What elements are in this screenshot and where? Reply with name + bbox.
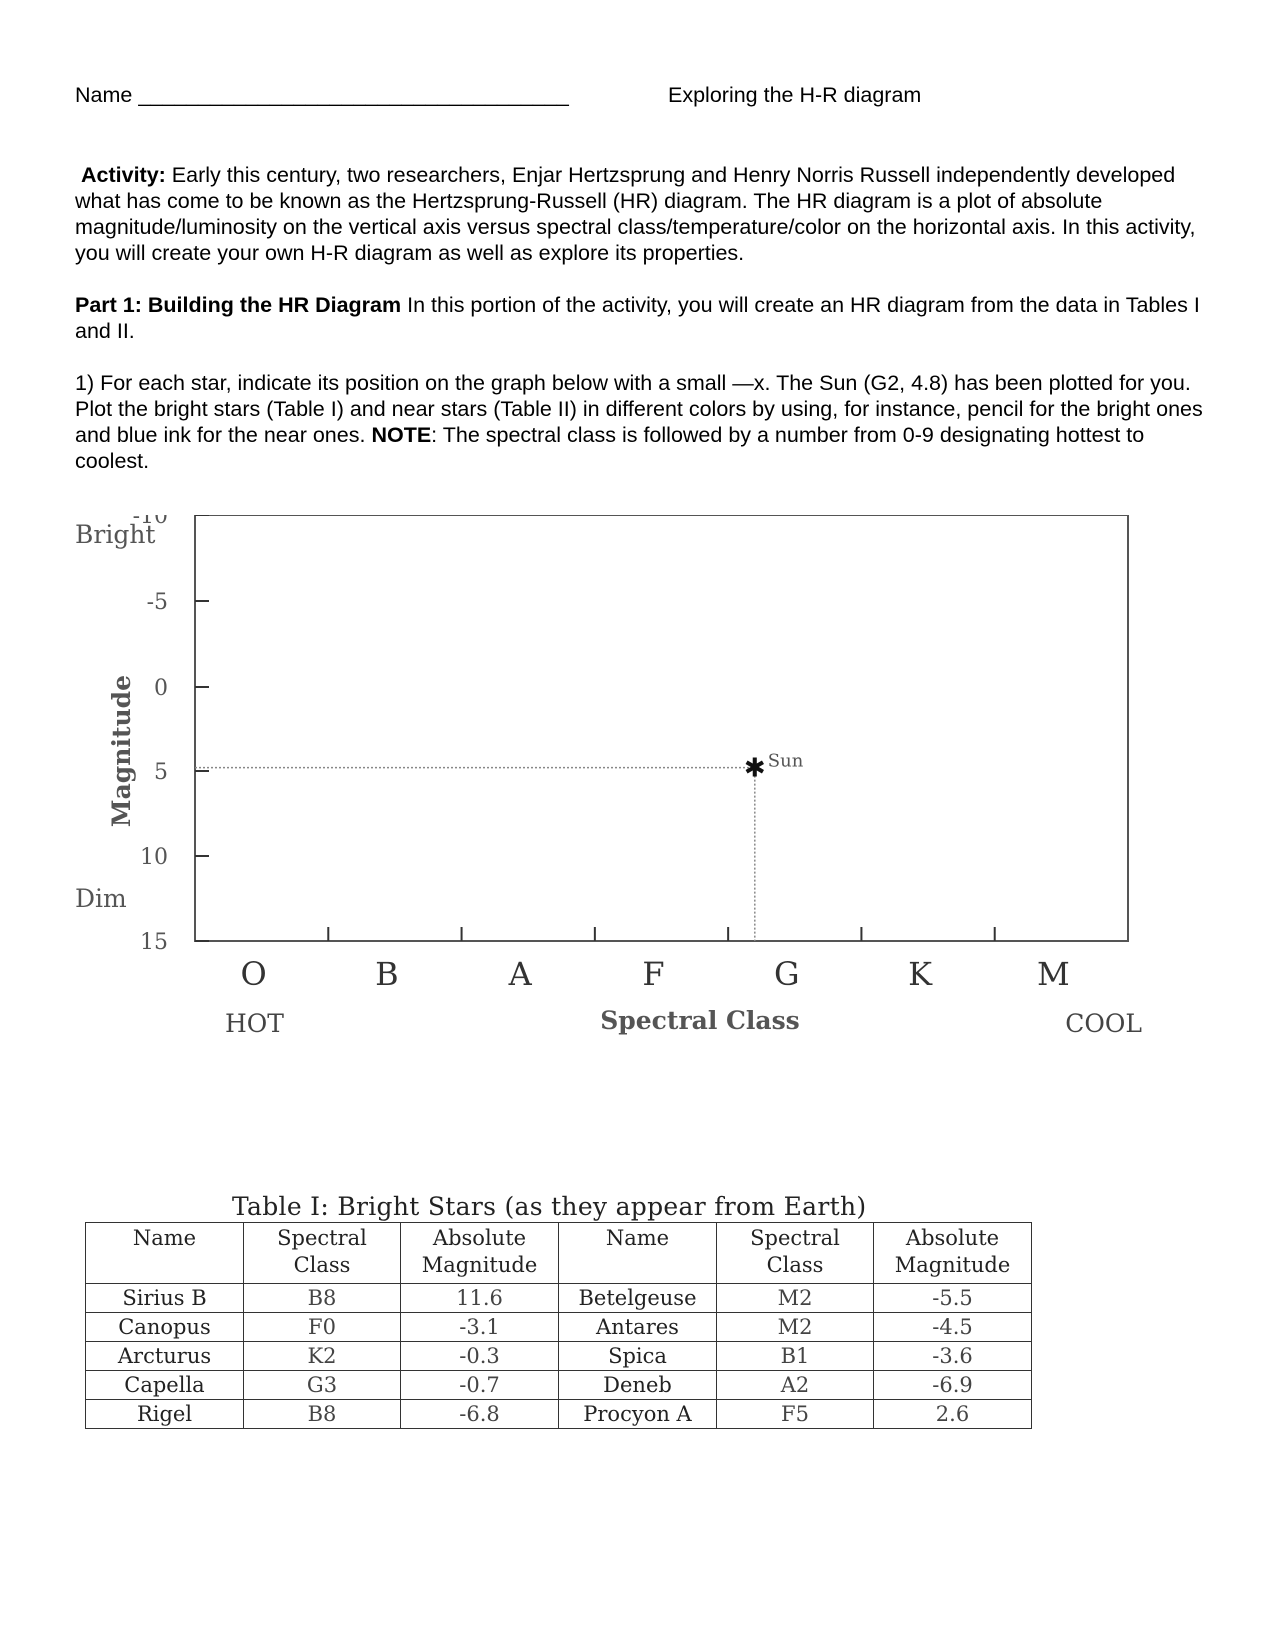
star-name: Rigel [86, 1400, 244, 1429]
y-axis-title: Magnitude [107, 674, 136, 828]
y-bottom-label: Dim [75, 884, 127, 913]
x-right-label: COOL [1065, 1009, 1142, 1038]
star-class: A2 [717, 1371, 874, 1400]
star-class: M2 [717, 1284, 874, 1313]
header-spectral-class-2: Spectral Class [717, 1223, 874, 1284]
x-category-label-f: F [642, 955, 665, 993]
star-class: B8 [244, 1284, 401, 1313]
star-class: F0 [244, 1313, 401, 1342]
star-class: B1 [717, 1342, 874, 1371]
star-magnitude: -0.7 [401, 1371, 559, 1400]
header-name: Name [86, 1223, 244, 1284]
activity-text: Early this century, two researchers, Enjar Hertzsprung and Henry Norris Russell independently developed what has come to be known as the Hertzsprung-Russell (HR) diagram. The HR diagram is a plot of absolute magnitude/luminosity on the vertical axis versus spectral class/temperature/color on the horizontal axis. In this activity, you will create your own H-R diagram as well as explore its properties. [75, 163, 1196, 265]
y-top-label: Bright [75, 520, 156, 549]
y-tick-label: 10 [140, 845, 168, 870]
x-category-label-k: K [908, 955, 933, 993]
star-magnitude: -0.3 [401, 1342, 559, 1371]
x-category-label-m: M [1036, 955, 1070, 993]
star-magnitude: -4.5 [874, 1313, 1032, 1342]
x-left-label: HOT [225, 1009, 284, 1038]
star-magnitude: -6.9 [874, 1371, 1032, 1400]
star-class: M2 [717, 1313, 874, 1342]
y-tick-label: 5 [154, 760, 168, 785]
table-row [86, 1400, 1032, 1429]
part1-text: In this portion of the activity, you will create an HR diagram from the data in Tables I and II. [75, 293, 1200, 343]
star-magnitude: 11.6 [401, 1284, 559, 1313]
star-marker-icon: ✱ [743, 753, 766, 784]
y-tick-label: -10 [132, 515, 168, 529]
star-name: Betelgeuse [559, 1284, 717, 1313]
star-magnitude: -5.5 [874, 1284, 1032, 1313]
star-magnitude: -3.1 [401, 1313, 559, 1342]
star-class: G3 [244, 1371, 401, 1400]
activity-label: Activity: [81, 163, 166, 187]
star-name: Capella [86, 1371, 244, 1400]
name-blank[interactable]: ____________________________________ [138, 83, 569, 107]
star-name: Spica [559, 1342, 717, 1371]
step1-paragraph [75, 370, 1205, 474]
hr-diagram-svg [60, 515, 1220, 1085]
star-class: B8 [244, 1400, 401, 1429]
star-name: Antares [559, 1313, 717, 1342]
table-row [86, 1342, 1032, 1371]
point-label: Sun [767, 750, 804, 772]
star-name: Sirius B [86, 1284, 244, 1313]
table-title: Table I: Bright Stars (as they appear from Earth) [232, 1192, 867, 1221]
plot-frame [195, 515, 1128, 941]
header-spectral-class: Spectral Class [244, 1223, 401, 1284]
table-row [86, 1284, 1032, 1313]
header-name-2: Name [559, 1223, 717, 1284]
x-category-label-o: O [240, 955, 267, 993]
y-tick-label: 0 [154, 676, 168, 701]
x-category-label-g: G [774, 955, 800, 993]
table-row [86, 1313, 1032, 1342]
star-name: Procyon A [559, 1400, 717, 1429]
star-name: Deneb [559, 1371, 717, 1400]
name-label: Name [75, 83, 133, 107]
y-tick-label: 15 [140, 930, 168, 955]
hr-diagram [60, 515, 1220, 1085]
page-title: Exploring the H-R diagram [668, 83, 922, 107]
part1-paragraph [75, 292, 1205, 344]
star-name: Arcturus [86, 1342, 244, 1371]
step1-text-a: 1) For each star, indicate its position on the graph below with a small —x. The Sun (G2, 4.8) has been plotted for you. Plot the bright stars (Table I) and near stars (Table II) in different colors by using, for instance, pencil for the bright ones and blue ink for the near ones. [75, 371, 1203, 447]
step1-text-b: : The spectral class is followed by a number from 0-9 designating hottest to coolest. [75, 423, 1145, 473]
star-magnitude: -6.8 [401, 1400, 559, 1429]
part1-label: Part 1: Building the HR Diagram [75, 293, 402, 317]
name-field[interactable] [75, 83, 569, 108]
star-name: Canopus [86, 1313, 244, 1342]
star-class: F5 [717, 1400, 874, 1429]
bright-stars-table [85, 1222, 1032, 1429]
x-category-label-a: A [508, 955, 532, 993]
x-category-label-b: B [375, 955, 399, 993]
star-magnitude: 2.6 [874, 1400, 1032, 1429]
x-axis-title: Spectral Class [600, 1006, 800, 1035]
table-row [86, 1371, 1032, 1400]
y-tick-label: -5 [146, 590, 168, 615]
star-magnitude: -3.6 [874, 1342, 1032, 1371]
activity-paragraph [75, 162, 1205, 266]
table-header-row [86, 1223, 1032, 1284]
note-label: NOTE [371, 423, 432, 447]
header-absolute-magnitude-2: Absolute Magnitude [874, 1223, 1032, 1284]
header-absolute-magnitude: Absolute Magnitude [401, 1223, 559, 1284]
star-class: K2 [244, 1342, 401, 1371]
